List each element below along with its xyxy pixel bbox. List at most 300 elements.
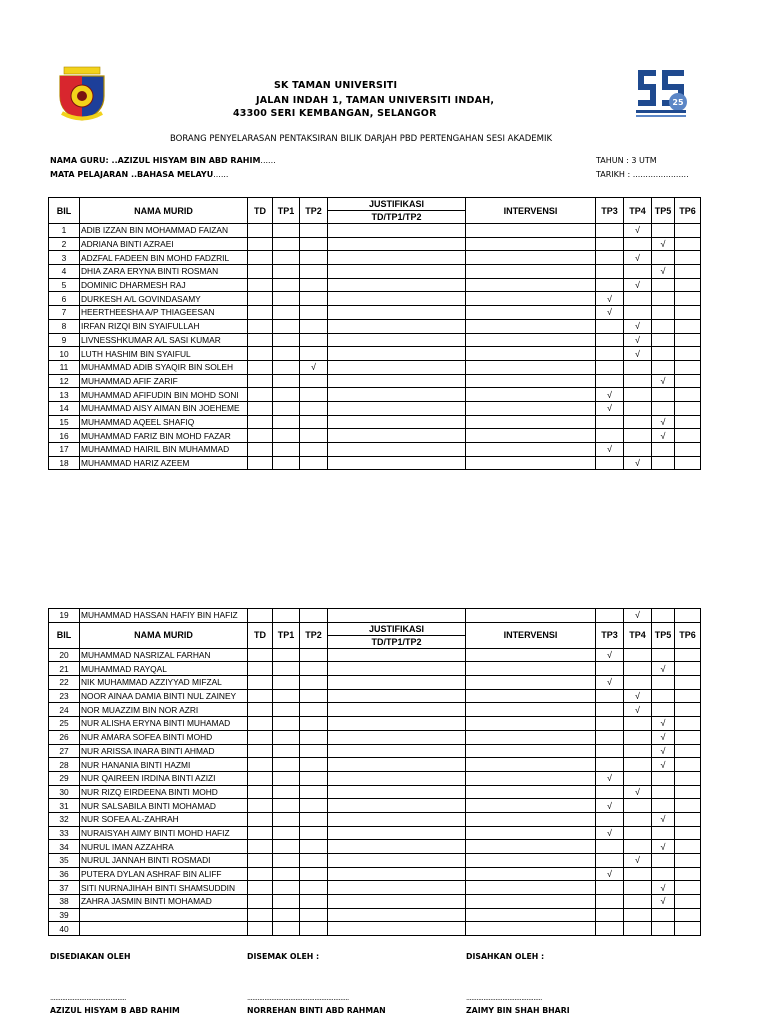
cell-just [328,895,466,909]
cell-just [328,360,466,374]
cell-intv [466,895,596,909]
cell-tp3 [596,758,624,772]
cell-tp5 [652,826,675,840]
cell-tp6 [675,785,701,799]
cell-tp2 [300,401,328,415]
cell-intv [466,730,596,744]
cell-tp1 [273,895,300,909]
cell-tp1 [273,662,300,676]
cell-td [248,826,273,840]
tick-mark-tp5: √ [652,881,675,895]
cell-td [248,374,273,388]
tick-mark-tp5: √ [652,812,675,826]
cell-tp5 [652,922,675,936]
cell-just [328,771,466,785]
cell-tp3 [596,456,624,470]
student-name: HEERTHEESHA A/P THIAGEESAN [80,306,248,320]
student-name [80,922,248,936]
cell-intv [466,609,596,623]
cell-tp3 [596,319,624,333]
cell-tp1 [273,648,300,662]
table-row [49,333,701,347]
row-number: 19 [49,609,80,623]
student-name: NUR ARISSA INARA BINTI AHMAD [80,744,248,758]
cell-tp2 [300,374,328,388]
cell-tp6 [675,224,701,238]
cell-td [248,319,273,333]
header-tp6: TP6 [675,622,701,648]
cell-just [328,456,466,470]
cell-tp2 [300,265,328,279]
cell-just [328,224,466,238]
cell-tp5 [652,278,675,292]
cell-tp1 [273,812,300,826]
row-number: 1 [49,224,80,238]
cell-tp2 [300,854,328,868]
approved-by-label: DISAHKAN OLEH : [466,952,545,961]
cell-tp2 [300,730,328,744]
cell-intv [466,415,596,429]
table-row [49,854,701,868]
cell-tp1 [273,799,300,813]
cell-td [248,867,273,881]
cell-tp4 [624,826,652,840]
cell-tp1 [273,854,300,868]
row-number: 10 [49,347,80,361]
table-row [49,251,701,265]
cell-intv [466,703,596,717]
cell-td [248,388,273,402]
table-row [49,908,701,922]
cell-intv [466,648,596,662]
cell-tp1 [273,319,300,333]
cell-tp2 [300,771,328,785]
cell-tp1 [273,347,300,361]
cell-td [248,443,273,457]
header-bil: BIL [49,622,80,648]
cell-just [328,401,466,415]
cell-tp3 [596,908,624,922]
table-row [49,744,701,758]
cell-tp6 [675,812,701,826]
tick-mark-tp3: √ [596,306,624,320]
cell-intv [466,306,596,320]
table-row [49,785,701,799]
cell-td [248,676,273,690]
tick-mark-tp5: √ [652,895,675,909]
table-header-repeat [49,622,701,648]
cell-tp2 [300,609,328,623]
cell-just [328,717,466,731]
cell-tp2 [300,415,328,429]
cell-tp1 [273,758,300,772]
cell-intv [466,922,596,936]
row-number: 21 [49,662,80,676]
row-number: 38 [49,895,80,909]
cell-intv [466,908,596,922]
student-name: DHIA ZARA ERYNA BINTI ROSMAN [80,265,248,279]
cell-tp4 [624,388,652,402]
cell-tp6 [675,443,701,457]
cell-intv [466,717,596,731]
header-justifikasi: JUSTIFIKASI [328,622,466,635]
cell-tp6 [675,867,701,881]
row-number: 39 [49,908,80,922]
tick-mark-tp3: √ [596,388,624,402]
cell-tp2 [300,785,328,799]
cell-tp3 [596,854,624,868]
teacher-dots: ...... [260,156,276,165]
cell-intv [466,224,596,238]
header-name: NAMA MURID [80,198,248,224]
tick-mark-tp3: √ [596,799,624,813]
table-row [49,224,701,238]
tick-mark-tp5: √ [652,744,675,758]
cell-tp5 [652,360,675,374]
cell-tp1 [273,785,300,799]
student-name: MUHAMMAD RAYQAL [80,662,248,676]
tick-mark-tp4: √ [624,319,652,333]
header-justifikasi-sub: TD/TP1/TP2 [328,635,466,648]
prepared-by-label: DISEDIAKAN OLEH [50,952,131,961]
table-row [49,306,701,320]
cell-just [328,415,466,429]
table-row [49,237,701,251]
cell-td [248,771,273,785]
cell-tp6 [675,237,701,251]
student-name: MUHAMMAD AISY AIMAN BIN JOEHEME [80,401,248,415]
cell-tp2 [300,319,328,333]
student-name: NIK MUHAMMAD AZZIYYAD MIFZAL [80,676,248,690]
header-tp5: TP5 [652,622,675,648]
student-name: NUR RIZQ EIRDEENA BINTI MOHD [80,785,248,799]
row-number: 30 [49,785,80,799]
subject-name: BAHASA MELAYU [137,170,214,179]
student-name: ADIB IZZAN BIN MOHAMMAD FAIZAN [80,224,248,238]
cell-td [248,717,273,731]
cell-tp6 [675,415,701,429]
cell-intv [466,799,596,813]
cell-tp5 [652,401,675,415]
row-number: 27 [49,744,80,758]
cell-just [328,278,466,292]
tick-mark-tp5: √ [652,840,675,854]
row-number: 20 [49,648,80,662]
cell-tp6 [675,689,701,703]
row-number: 15 [49,415,80,429]
header-tp3: TP3 [596,198,624,224]
header-bil: BIL [49,198,80,224]
student-name: NURAISYAH AIMY BINTI MOHD HAFIZ [80,826,248,840]
row-number: 5 [49,278,80,292]
cell-intv [466,292,596,306]
cell-tp5 [652,799,675,813]
cell-just [328,265,466,279]
row-number: 17 [49,443,80,457]
checked-signature-line: ........................................................... [247,994,349,1002]
cell-tp2 [300,347,328,361]
table-row [49,922,701,936]
cell-intv [466,374,596,388]
cell-intv [466,347,596,361]
student-name [80,908,248,922]
cell-tp1 [273,689,300,703]
cell-td [248,881,273,895]
cell-tp6 [675,826,701,840]
header-tp2: TP2 [300,198,328,224]
cell-just [328,306,466,320]
student-name: MUHAMMAD HAIRIL BIN MUHAMMAD [80,443,248,457]
cell-intv [466,265,596,279]
cell-tp4 [624,730,652,744]
tick-mark-tp4: √ [624,347,652,361]
cell-tp6 [675,881,701,895]
cell-intv [466,689,596,703]
student-name: MUHAMMAD HASSAN HAFIY BIN HAFIZ [80,609,248,623]
year-field: TAHUN : 3 UTM [596,156,657,165]
table-row [49,292,701,306]
cell-tp4 [624,374,652,388]
date-field: TARIKH : ...................... [596,170,689,179]
approved-signature-line: ............................................ [466,994,542,1002]
student-name: DURKESH A/L GOVINDASAMY [80,292,248,306]
cell-just [328,429,466,443]
student-name: NOOR AINAA DAMIA BINTI NUL ZAINEY [80,689,248,703]
cell-tp5 [652,676,675,690]
cell-td [248,415,273,429]
cell-tp2 [300,799,328,813]
row-number: 35 [49,854,80,868]
cell-td [248,895,273,909]
student-name: ADZFAL FADEEN BIN MOHD FADZRIL [80,251,248,265]
school-crest-logo [56,66,108,122]
cell-tp6 [675,292,701,306]
cell-tp2 [300,908,328,922]
row-number: 14 [49,401,80,415]
cell-tp5 [652,251,675,265]
tick-mark-tp3: √ [596,867,624,881]
table-row [49,278,701,292]
table-row [49,799,701,813]
header-tp1: TP1 [273,198,300,224]
cell-tp2 [300,703,328,717]
cell-td [248,812,273,826]
cell-td [248,347,273,361]
cell-td [248,265,273,279]
table-row [49,388,701,402]
cell-tp6 [675,374,701,388]
table-body-1 [49,224,701,470]
cell-tp6 [675,744,701,758]
cell-td [248,758,273,772]
cell-tp5 [652,785,675,799]
form-title: BORANG PENYELARASAN PENTAKSIRAN BILIK DARJAH PBD PERTENGAHAN SESI AKADEMIK [170,134,553,144]
cell-td [248,908,273,922]
cell-tp2 [300,333,328,347]
cell-tp3 [596,347,624,361]
cell-tp6 [675,251,701,265]
table-row [49,662,701,676]
table-row [49,374,701,388]
cell-td [248,292,273,306]
cell-tp5 [652,347,675,361]
cell-intv [466,785,596,799]
table-row [49,689,701,703]
student-name: NUR SALSABILA BINTI MOHAMAD [80,799,248,813]
cell-tp1 [273,867,300,881]
cell-tp2 [300,224,328,238]
cell-tp1 [273,771,300,785]
row-number: 29 [49,771,80,785]
cell-tp3 [596,840,624,854]
cell-tp5 [652,456,675,470]
student-name: NUR QAIREEN IRDINA BINTI AZIZI [80,771,248,785]
cell-tp1 [273,443,300,457]
student-name: NURUL JANNAH BINTI ROSMADI [80,854,248,868]
tick-mark-tp5: √ [652,237,675,251]
cell-tp2 [300,689,328,703]
cell-just [328,922,466,936]
cell-td [248,401,273,415]
approved-by-name: ZAIMY BIN SHAH BHARI [466,1006,570,1015]
table-row [49,609,701,623]
tick-mark-tp4: √ [624,456,652,470]
checked-by-name: NORREHAN BINTI ABD RAHMAN [247,1006,386,1015]
tick-mark-tp3: √ [596,826,624,840]
table-row [49,443,701,457]
cell-tp1 [273,333,300,347]
cell-tp6 [675,278,701,292]
cell-tp4 [624,443,652,457]
student-name: ADRIANA BINTI AZRAEI [80,237,248,251]
table-row [49,676,701,690]
row-number: 34 [49,840,80,854]
cell-intv [466,443,596,457]
cell-just [328,319,466,333]
tick-mark-tp4: √ [624,854,652,868]
cell-intv [466,840,596,854]
cell-tp5 [652,703,675,717]
cell-tp1 [273,292,300,306]
cell-tp1 [273,881,300,895]
tick-mark-tp4: √ [624,703,652,717]
cell-tp5 [652,443,675,457]
cell-tp1 [273,360,300,374]
cell-just [328,689,466,703]
cell-td [248,799,273,813]
row-number: 12 [49,374,80,388]
cell-tp6 [675,429,701,443]
student-name: MUHAMMAD HARIZ AZEEM [80,456,248,470]
cell-just [328,744,466,758]
cell-just [328,388,466,402]
cell-tp2 [300,676,328,690]
cell-td [248,703,273,717]
row-number: 25 [49,717,80,731]
cell-tp4 [624,265,652,279]
cell-just [328,812,466,826]
cell-tp1 [273,456,300,470]
subject-line [50,170,228,179]
student-name: MUHAMMAD AFIFUDIN BIN MOHD SONI [80,388,248,402]
table-row [49,265,701,279]
cell-tp4 [624,648,652,662]
table-row [49,319,701,333]
cell-just [328,840,466,854]
cell-td [248,237,273,251]
cell-just [328,826,466,840]
cell-intv [466,662,596,676]
cell-tp1 [273,388,300,402]
table-body-2 [49,648,701,935]
row-number: 33 [49,826,80,840]
cell-tp3 [596,429,624,443]
cell-intv [466,333,596,347]
cell-tp2 [300,388,328,402]
cell-tp3 [596,785,624,799]
table-row [49,360,701,374]
cell-tp6 [675,401,701,415]
cell-tp2 [300,237,328,251]
table-row [49,840,701,854]
cell-tp6 [675,717,701,731]
school-address-line2: 43300 SERI KEMBANGAN, SELANGOR [233,108,437,119]
cell-tp2 [300,278,328,292]
row-number: 32 [49,812,80,826]
row-number: 16 [49,429,80,443]
cell-td [248,648,273,662]
cell-tp4 [624,922,652,936]
cell-just [328,758,466,772]
row-number: 36 [49,867,80,881]
student-name: PUTERA DYLAN ASHRAF BIN ALIFF [80,867,248,881]
header-tp2: TP2 [300,622,328,648]
cell-tp3 [596,265,624,279]
cell-intv [466,771,596,785]
cell-tp4 [624,771,652,785]
cell-intv [466,237,596,251]
cell-intv [466,744,596,758]
tick-mark-tp5: √ [652,730,675,744]
cell-tp2 [300,429,328,443]
row-number: 6 [49,292,80,306]
cell-tp2 [300,826,328,840]
cell-tp2 [300,456,328,470]
cell-just [328,799,466,813]
cell-tp5 [652,689,675,703]
cell-tp6 [675,922,701,936]
school-address-line1: JALAN INDAH 1, TAMAN UNIVERSITI INDAH, [256,95,495,106]
student-name: NUR AMARA SOFEA BINTI MOHD [80,730,248,744]
student-name: NUR ALISHA ERYNA BINTI MUHAMAD [80,717,248,731]
cell-tp6 [675,703,701,717]
assessment-table-1 [48,197,701,470]
cell-tp3 [596,703,624,717]
cell-tp5 [652,388,675,402]
prepared-signature-line: ............................................ [50,994,126,1002]
cell-intv [466,758,596,772]
header-intervensi: INTERVENSI [466,198,596,224]
cell-tp3 [596,662,624,676]
cell-tp1 [273,429,300,443]
teacher-label: NAMA GURU: .. [50,156,118,165]
cell-td [248,278,273,292]
tick-mark-tp4: √ [624,609,652,623]
svg-text:25: 25 [672,98,684,107]
cell-just [328,374,466,388]
cell-tp6 [675,908,701,922]
school-name: SK TAMAN UNIVERSITI [274,80,398,91]
